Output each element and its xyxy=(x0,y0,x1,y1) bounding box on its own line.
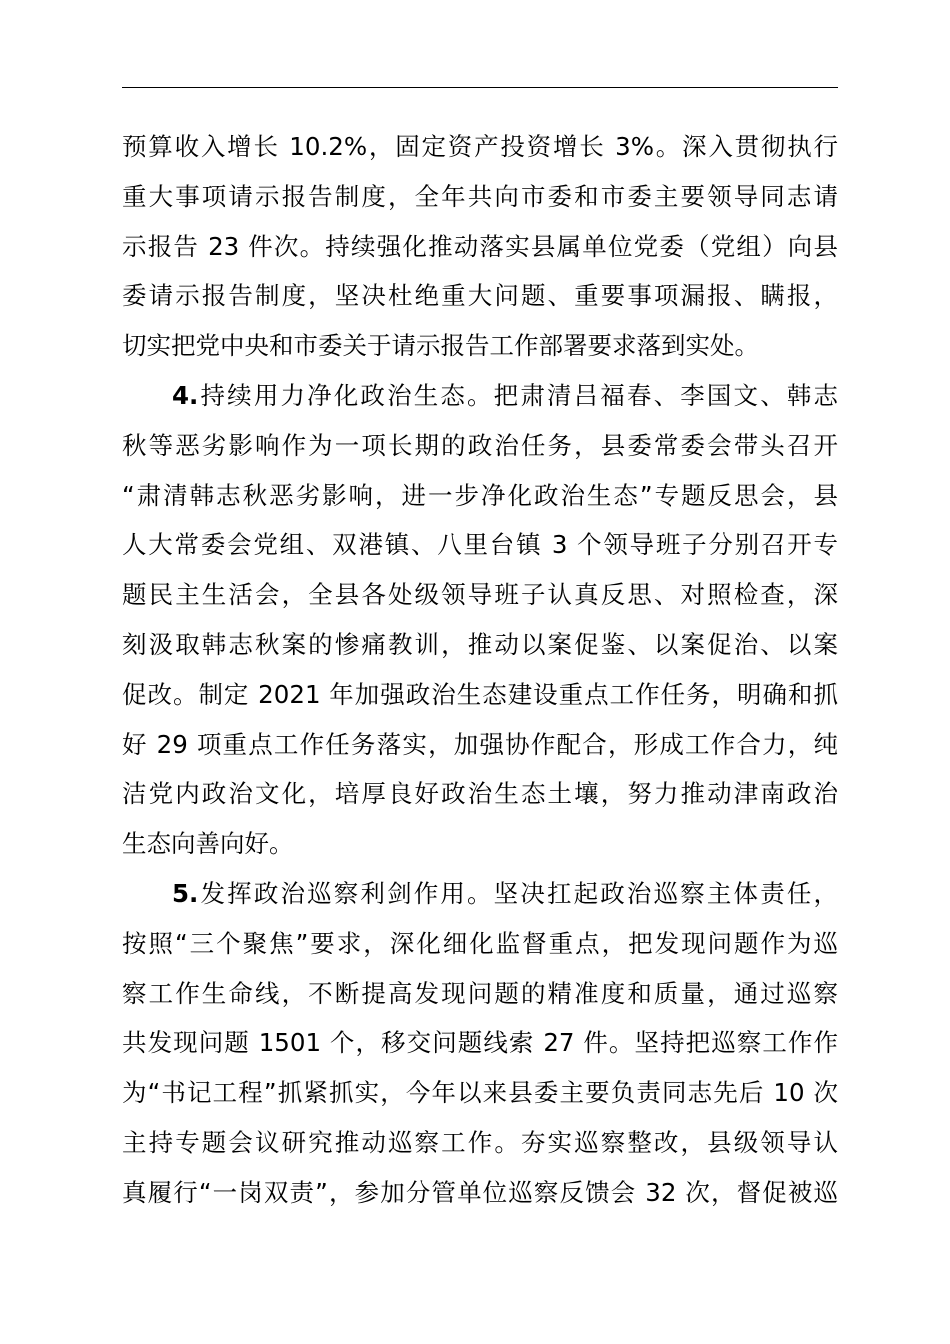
section-4-first-line: 持续用力净化政治生态。把肃清吕福春、李国文、韩志 xyxy=(198,380,838,410)
text-line: 题民主生活会，全县各处级领导班子认真反思、对照检查，深 xyxy=(122,580,838,610)
text-line: 示报告 23 件次。持续强化推动落实县属单位党委（党组）向县 xyxy=(122,231,838,261)
text-line: 真履行“一岗双责”，参加分管单位巡察反馈会 32 次，督促被巡 xyxy=(122,1177,838,1207)
text-line: 重大事项请示报告制度，全年共向市委和市委主要领导同志请 xyxy=(122,181,838,211)
text-line: 委请示报告制度，坚决杜绝重大问题、重要事项漏报、瞒报， xyxy=(122,281,838,311)
header-rule xyxy=(122,87,838,88)
section-4-heading-line xyxy=(122,371,838,421)
paragraph-intro xyxy=(122,122,838,371)
text-line: 洁党内政治文化，培厚良好政治生态土壤，努力推动津南政治 xyxy=(122,779,838,809)
text-line: 切实把党中央和市委关于请示报告工作部署要求落到实处。 xyxy=(122,331,759,361)
text-line: 刻汲取韩志秋案的惨痛教训，推动以案促鉴、以案促治、以案 xyxy=(122,629,838,659)
section-5-number: 5. xyxy=(172,878,199,908)
text-line: 主持专题会议研究推动巡察工作。夯实巡察整改，县级领导认 xyxy=(122,1127,838,1157)
text-line: 秋等恶劣影响作为一项长期的政治任务，县委常委会带头召开 xyxy=(122,430,838,460)
section-4-paragraph xyxy=(122,371,838,869)
section-5-first-line: 发挥政治巡察利剑作用。坚决扛起政治巡察主体责任， xyxy=(198,878,838,908)
section-4-number: 4. xyxy=(172,380,199,410)
text-line: 为“书记工程”抓紧抓实，今年以来县委主要负责同志先后 10 次 xyxy=(122,1078,838,1108)
text-line: 察工作生命线，不断提高发现问题的精准度和质量，通过巡察 xyxy=(122,978,838,1008)
text-line: 预算收入增长 10.2%，固定资产投资增长 3%。深入贯彻执行 xyxy=(122,132,838,161)
text-line: 共发现问题 1501 个，移交问题线索 27 件。坚持把巡察工作作 xyxy=(122,1028,838,1058)
section-5-heading-line xyxy=(122,869,838,919)
text-line: 人大常委会党组、双港镇、八里台镇 3 个领导班子分别召开专 xyxy=(122,530,838,560)
text-line: 促改。制定 2021 年加强政治生态建设重点工作任务，明确和抓 xyxy=(122,679,838,709)
text-line: 按照“三个聚焦”要求，深化细化监督重点，把发现问题作为巡 xyxy=(122,928,838,958)
text-line: “肃清韩志秋恶劣影响，进一步净化政治生态”专题反思会，县 xyxy=(122,480,838,510)
text-line: 好 29 项重点工作任务落实，加强协作配合，形成工作合力，纯 xyxy=(122,729,838,759)
document-body xyxy=(122,122,838,1218)
text-line: 生态向善向好。 xyxy=(122,829,294,859)
section-5-paragraph xyxy=(122,869,838,1218)
